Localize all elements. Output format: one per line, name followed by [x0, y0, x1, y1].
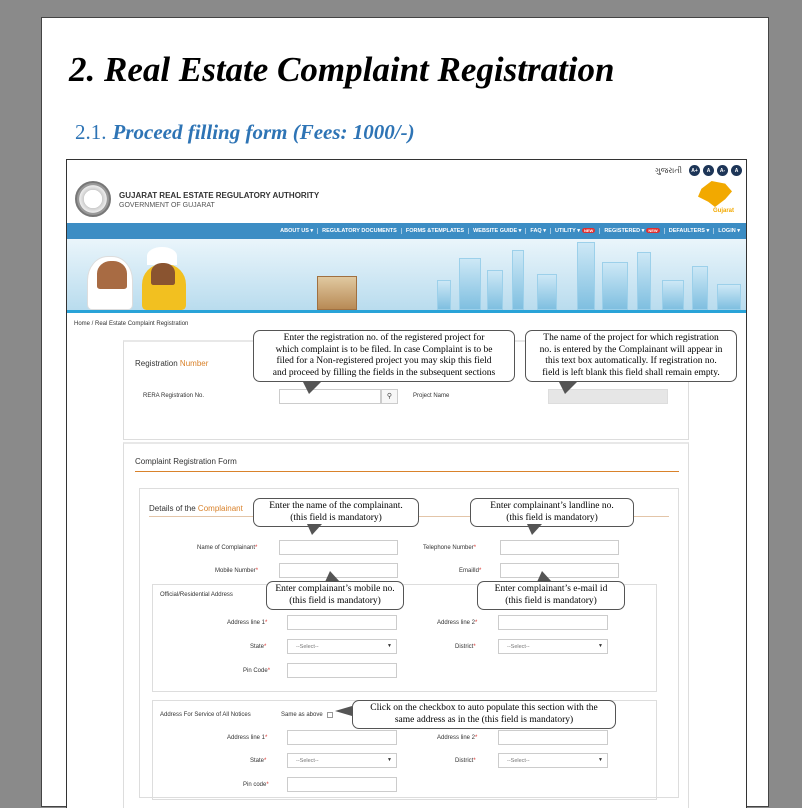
- banner-building: [692, 266, 708, 310]
- nav-item-label: WEBSITE GUIDE ▾: [473, 228, 522, 234]
- state-select-value: --Select--: [296, 644, 319, 650]
- nav-item-label: ABOUT US ▾: [280, 228, 314, 234]
- callout-line: Enter complainant’s landline no.: [490, 501, 614, 511]
- state-label: State*: [250, 644, 267, 650]
- new-badge: NEW: [583, 228, 594, 233]
- service-address2-label-text: Address line 2: [437, 735, 476, 741]
- banner-building: [602, 262, 628, 310]
- callout-line: and proceed by filling the fields in the subsequent sections: [272, 367, 496, 378]
- form-title-divider: [135, 471, 679, 472]
- callout-email: [477, 581, 625, 610]
- rera-label: RERA Registration No.: [143, 393, 205, 399]
- pincode-label-text: Pin Code: [243, 668, 268, 674]
- banner-building: [717, 284, 741, 310]
- address1-input[interactable]: [287, 615, 397, 630]
- banner-building: [577, 242, 595, 310]
- address2-label-text: Address line 2: [437, 620, 476, 626]
- font-decrease-button[interactable]: A-: [717, 165, 728, 176]
- subsection-heading: [75, 120, 415, 145]
- callout-line: (this field is mandatory): [289, 595, 381, 606]
- service-address2-input[interactable]: [498, 730, 608, 745]
- callout-line: field is left blank this field shall remain empty.: [542, 367, 720, 378]
- callout-landline: [470, 498, 634, 527]
- org-name: GUJARAT REAL ESTATE REGULATORY AUTHORITY: [119, 191, 320, 200]
- callout-pointer: [537, 571, 552, 582]
- chevron-down-icon: ▼: [598, 643, 603, 649]
- nav-item-label: REGISTERED ▾: [604, 228, 645, 234]
- nav-item[interactable]: [599, 228, 663, 234]
- callout-pointer: [527, 524, 542, 535]
- callout-line: Enter complainant’s mobile no.: [275, 584, 395, 594]
- state-label-text: State: [250, 644, 265, 650]
- callout-line: (this field is mandatory): [290, 512, 382, 523]
- nav-item[interactable]: [317, 228, 401, 234]
- banner-building: [459, 258, 481, 310]
- service-address2-label: Address line 2*: [437, 735, 478, 741]
- document-page: [41, 17, 769, 807]
- callout-line: this text box automatically. If registration no.: [545, 356, 717, 366]
- registration-title-text: Registration: [135, 359, 180, 368]
- banner-house: [317, 276, 357, 310]
- service-pincode-label-text: Pin code: [243, 782, 267, 788]
- callout-line: Enter the registration no. of the registered project for: [283, 333, 485, 343]
- accessibility-bar: [655, 163, 742, 178]
- banner-building: [537, 274, 557, 310]
- banner-building: [637, 252, 651, 310]
- section-heading: 2. Real Estate Complaint Registration: [69, 50, 615, 89]
- nav-item[interactable]: [401, 228, 468, 234]
- callout-pointer: [325, 571, 340, 582]
- service-pincode-label: Pin code*: [243, 782, 269, 788]
- callout-name: [253, 498, 419, 527]
- address2-label: Address line 2*: [437, 620, 478, 626]
- callout-pointer: [303, 382, 321, 394]
- callout-line: Click on the checkbox to auto populate this section with the: [370, 703, 598, 713]
- callout-line: which complaint is to be filed. In case Complaint is to be: [275, 344, 493, 355]
- pincode-input[interactable]: [287, 663, 397, 678]
- rera-input[interactable]: [279, 389, 381, 404]
- service-district-select-value: --Select--: [507, 758, 530, 764]
- service-address1-label-text: Address line 1: [227, 735, 266, 741]
- website-screenshot: [66, 159, 747, 808]
- registration-title: [135, 359, 208, 368]
- worker-face: [151, 263, 175, 285]
- chevron-down-icon: ▼: [598, 757, 603, 763]
- nav-item[interactable]: [664, 228, 714, 234]
- callout-line: The name of the project for which registration: [543, 333, 719, 343]
- nav-item[interactable]: [550, 228, 599, 234]
- callout-line: Enter the name of the complainant.: [269, 501, 403, 511]
- banner-building: [512, 250, 524, 310]
- service-district-label-text: District: [455, 758, 474, 764]
- complainant-title: [149, 504, 243, 513]
- callout-pointer: [335, 706, 352, 716]
- district-select-value: --Select--: [507, 644, 530, 650]
- callout-checkbox: [352, 700, 616, 729]
- emblem-logo: [75, 181, 111, 217]
- hero-banner: [67, 239, 747, 313]
- district-label: District*: [455, 644, 476, 650]
- callout-registration-no: [253, 330, 515, 382]
- pincode-label: Pin Code*: [243, 668, 271, 674]
- callout-line: (this field is mandatory): [506, 512, 598, 523]
- address1-label: Address line 1*: [227, 620, 268, 626]
- search-icon[interactable]: ⚲: [381, 389, 398, 404]
- callout-mobile: [266, 581, 404, 610]
- service-address1-input[interactable]: [287, 730, 397, 745]
- callout-pointer: [559, 382, 577, 394]
- new-badge: NEW: [648, 228, 658, 233]
- email-input[interactable]: [500, 563, 619, 578]
- banner-building: [487, 270, 503, 310]
- callout-line: no. is entered by the Complainant will appear in: [539, 344, 723, 355]
- nav-item-label: UTILITY ▾: [555, 228, 580, 234]
- service-pincode-input[interactable]: [287, 777, 397, 792]
- service-state-select[interactable]: [287, 753, 397, 768]
- project-name-label: Project Name: [413, 393, 450, 399]
- district-select[interactable]: [498, 639, 608, 654]
- name-label: Name of Complainant*: [197, 545, 258, 551]
- subsection-title: Proceed filling form (Fees: 1000/-): [112, 120, 415, 144]
- chevron-down-icon: ▼: [387, 643, 392, 649]
- nav-item[interactable]: [713, 228, 744, 234]
- nav-item[interactable]: [276, 228, 317, 234]
- callout-line: (this field is mandatory): [505, 595, 597, 606]
- same-as-above-checkbox[interactable]: [327, 712, 333, 718]
- banner-building: [437, 280, 451, 310]
- telephone-input[interactable]: [500, 540, 619, 555]
- banner-building: [662, 280, 684, 310]
- gujarat-map-label: Gujarat: [712, 208, 734, 214]
- name-label-text: Name of Complainant: [197, 545, 256, 551]
- service-state-label-text: State: [250, 758, 265, 764]
- official-address-title: Official/Residential Address: [160, 592, 233, 598]
- name-input[interactable]: [279, 540, 398, 555]
- complainant-title-highlight: Complainant: [197, 504, 243, 513]
- mobile-label-text: Mobile Number: [215, 568, 256, 574]
- service-district-select[interactable]: [498, 753, 608, 768]
- telephone-label: Telephone Number*: [423, 545, 477, 551]
- nav-item-label: DEFAULTERS ▾: [668, 228, 710, 234]
- email-label-text: EmailId: [459, 568, 480, 574]
- nav-item[interactable]: [468, 228, 525, 234]
- state-select[interactable]: [287, 639, 397, 654]
- callout-line: same address as in the (this field is mandatory): [394, 714, 574, 725]
- mobile-label: Mobile Number*: [215, 568, 259, 574]
- farmer-face: [97, 261, 127, 289]
- service-district-label: District*: [455, 758, 476, 764]
- service-state-select-value: --Select--: [296, 758, 319, 764]
- complaint-form-title: Complaint Registration Form: [135, 457, 237, 466]
- gujarat-map-logo: [698, 181, 732, 207]
- subsection-number: 2.1.: [75, 120, 107, 144]
- callout-pointer: [307, 524, 322, 535]
- district-label-text: District: [455, 644, 474, 650]
- complainant-title-text: Details of the: [149, 504, 198, 513]
- contrast-button[interactable]: A: [731, 165, 742, 176]
- telephone-label-text: Telephone Number: [423, 545, 474, 551]
- chevron-down-icon: ▼: [387, 757, 392, 763]
- same-as-above-label: Same as above: [281, 712, 323, 718]
- nav-item-label: FORMS &TEMPLATES: [405, 228, 465, 234]
- service-state-label: State*: [250, 758, 267, 764]
- callout-project-name: [525, 330, 737, 382]
- nav-item-label: REGULATORY DOCUMENTS: [322, 228, 397, 234]
- service-address-title: Address For Service of All Notices: [160, 712, 251, 718]
- address2-input[interactable]: [498, 615, 608, 630]
- callout-line: filed for a Non-registered project you may skip this field: [276, 356, 492, 366]
- font-increase-button[interactable]: A+: [689, 165, 700, 176]
- address1-label-text: Address line 1: [227, 620, 266, 626]
- registration-title-highlight: Number: [179, 359, 209, 368]
- nav-item-label: LOGIN ▾: [718, 228, 740, 234]
- service-address1-label: Address line 1*: [227, 735, 268, 741]
- language-link[interactable]: ગુજરાતી: [654, 165, 682, 175]
- nav-item[interactable]: [525, 228, 550, 234]
- gov-name: GOVERNMENT OF GUJARAT: [119, 202, 215, 209]
- breadcrumb: Home / Real Estate Complaint Registration: [74, 321, 189, 327]
- main-nav: [67, 223, 747, 239]
- email-label: EmailId*: [459, 568, 482, 574]
- callout-line: Enter complainant’s e-mail id: [494, 584, 608, 594]
- nav-item-label: FAQ ▾: [530, 228, 547, 234]
- font-normal-button[interactable]: A: [703, 165, 714, 176]
